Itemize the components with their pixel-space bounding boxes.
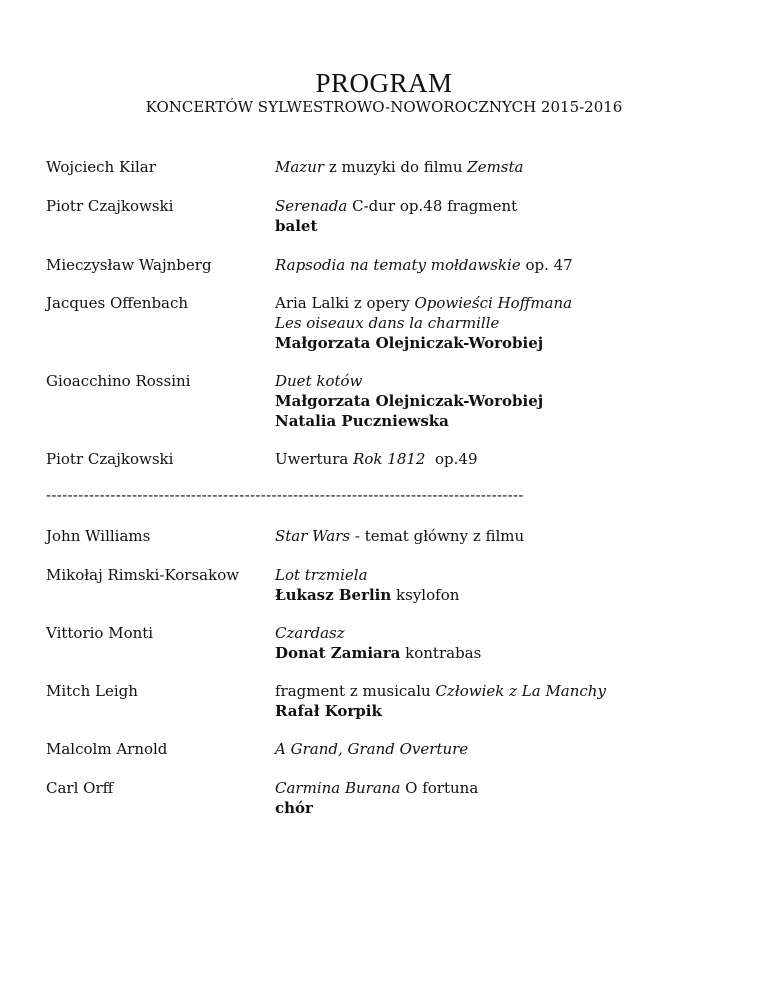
work-description: Aria Lalki z opery bbox=[275, 294, 415, 312]
work-opus: op. 47 bbox=[520, 256, 573, 274]
performer-name: Rafał Korpik bbox=[275, 702, 382, 720]
work-title: Czardasz bbox=[275, 624, 345, 642]
work-details bbox=[275, 623, 481, 663]
work-description: fragment z musicalu bbox=[275, 682, 436, 700]
work-description: Uwertura bbox=[275, 450, 354, 468]
composer-name: Vittorio Monti bbox=[46, 624, 154, 642]
work-title: A Grand, Grand Overture bbox=[275, 740, 469, 758]
work-title: Carmina Burana bbox=[275, 779, 401, 797]
work-description: C-dur op.48 fragment bbox=[347, 197, 518, 215]
composer-name: Jacques Offenbach bbox=[46, 294, 189, 312]
composer-name: Carl Orff bbox=[46, 779, 114, 797]
work-title: Mazur bbox=[275, 158, 325, 176]
instrument: kontrabas bbox=[400, 644, 482, 662]
composer-name: Malcolm Arnold bbox=[46, 740, 168, 758]
performer-name: Małgorzata Olejniczak-Worobiej bbox=[275, 334, 544, 352]
composer-name: John Williams bbox=[46, 527, 151, 545]
composer-name: Mieczysław Wajnberg bbox=[46, 256, 212, 274]
film-title: Zemsta bbox=[467, 158, 524, 176]
work-details bbox=[275, 565, 459, 605]
work-details bbox=[275, 196, 517, 236]
work-details bbox=[275, 371, 543, 431]
instrument: ksylofon bbox=[391, 586, 460, 604]
aria-title: Les oiseaux dans la charmille bbox=[275, 314, 500, 332]
work-details bbox=[275, 255, 573, 275]
work-title: Rapsodia na tematy mołdawskie bbox=[275, 256, 521, 274]
performer-name: Łukasz Berlin bbox=[275, 586, 392, 604]
work-details bbox=[275, 293, 572, 353]
work-title: Rok 1812 bbox=[353, 450, 426, 468]
composer-name: Piotr Czajkowski bbox=[46, 450, 174, 468]
work-details bbox=[275, 526, 524, 546]
composer-name: Piotr Czajkowski bbox=[46, 197, 174, 215]
work-title: Lot trzmiela bbox=[275, 566, 368, 584]
composer-name: Mikołaj Rimski-Korsakow bbox=[46, 566, 240, 584]
page-subtitle: KONCERTÓW SYLWESTROWO-NOWOROCZNYCH 2015-2016 bbox=[145, 98, 623, 116]
composer-name: Mitch Leigh bbox=[46, 682, 138, 700]
work-details bbox=[275, 778, 478, 818]
work-details bbox=[275, 449, 478, 469]
performer-name: Donat Zamiara bbox=[275, 644, 401, 662]
work-details bbox=[275, 681, 606, 721]
work-title: Serenada bbox=[275, 197, 348, 215]
composer-name: Wojciech Kilar bbox=[46, 158, 156, 176]
composer-name: Gioacchino Rossini bbox=[46, 372, 191, 390]
performer-name: chór bbox=[275, 799, 313, 817]
performer-name: Małgorzata Olejniczak-Worobiej bbox=[275, 392, 544, 410]
work-description: z muzyki do filmu bbox=[324, 158, 468, 176]
work-title: Duet kotów bbox=[275, 372, 363, 390]
work-details bbox=[275, 157, 523, 177]
work-title: Star Wars bbox=[275, 527, 351, 545]
page-title: PROGRAM bbox=[315, 68, 453, 98]
musical-title: Człowiek z La Manchy bbox=[435, 682, 606, 700]
performer-name: balet bbox=[275, 217, 318, 235]
work-details bbox=[275, 739, 468, 759]
work-description: - temat główny z filmu bbox=[350, 527, 525, 545]
work-description: O fortuna bbox=[400, 779, 479, 797]
performer-name: Natalia Puczniewska bbox=[275, 412, 449, 430]
opera-title: Opowieści Hoffmana bbox=[414, 294, 573, 312]
work-opus: op.49 bbox=[425, 450, 478, 468]
section-separator: ----------------------------------------------------------------------------------------- bbox=[46, 486, 524, 504]
